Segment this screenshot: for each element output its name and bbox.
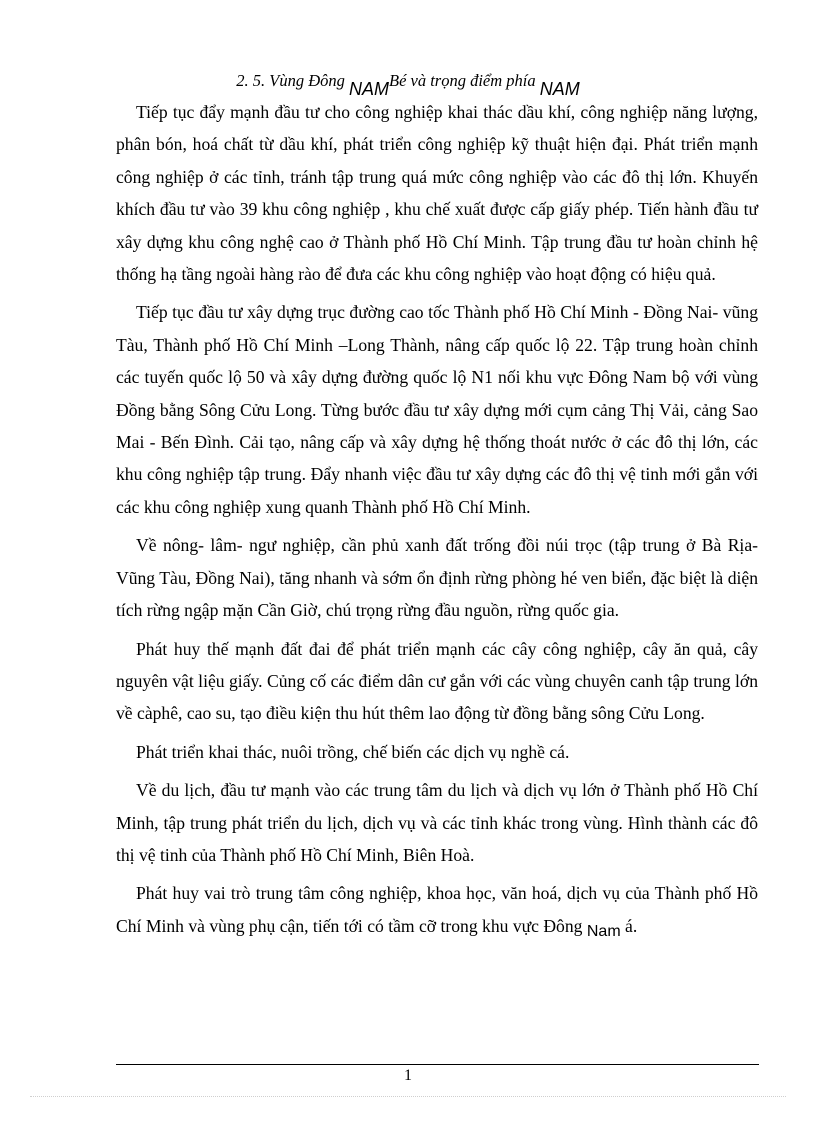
heading-part-1: 2. 5. Vùng Đông (236, 71, 349, 90)
heading-nam-1: NAM (348, 79, 389, 99)
page-bottom-rule (30, 1096, 786, 1097)
central-role-text: Phát huy vai trò trung tâm công nghiệp, khoa học, văn hoá, dịch vụ của Thành phố Hồ Chí Minh và vùng phụ cận, tiến tới có tầm cỡ trong khu vực Đông (116, 883, 758, 936)
section-heading (0, 68, 816, 99)
heading-part-2: Bé và trọng điểm phía (388, 71, 540, 90)
paragraph-infrastructure: Tiếp tục đầu tư xây dựng trục đường cao tốc Thành phố Hồ Chí Minh - Đồng Nai- vũng Tàu, Thành phố Hồ Chí Minh –Long Thành, nâng cấp quốc lộ 22. Tập trung hoàn chỉnh các tuyến quốc lộ 50 và xây dựng đường quốc lộ N1 nối khu vực Đông Nam bộ với vùng Đồng bằng Sông Cửu Long. Từng bước đầu tư xây dựng mới cụm cảng Thị Vải, cảng Sao Mai - Bến Đình. Cải tạo, nâng cấp và xây dựng hệ thống thoát nước ở các đô thị lớn, các khu công nghiệp tập trung. Đẩy nhanh việc đầu tư xây dựng các đô thị vệ tinh mới gắn với các khu công nghiệp xung quanh Thành phố Hồ Chí Minh. (116, 302, 758, 517)
central-role-tail: á. (620, 915, 638, 936)
paragraph-fishery: Phát triển khai thác, nuôi trồng, chế biến các dịch vụ nghề cá. (136, 741, 570, 762)
footer-divider (116, 1064, 759, 1065)
central-role-nam: Nam (586, 922, 621, 940)
paragraph-agriculture: Về nông- lâm- ngư nghiệp, cần phủ xanh đất trống đồi núi trọc (tập trung ở Bà Rịa- Vũng Tàu, Đồng Nai), tăng nhanh và sớm ổn định rừng phòng hé ven biển, đặc biệt là diện tích rừng ngập mặn Cần Giờ, chú trọng rừng đầu nguồn, rừng quốc gia. (116, 535, 758, 621)
document-body (116, 96, 758, 950)
heading-nam-2: NAM (539, 79, 580, 99)
paragraph-crops: Phát huy thế mạnh đất đai để phát triển mạnh các cây công nghiệp, cây ăn quả, cây nguyên vật liệu giấy. Củng cố các điểm dân cư gắn với các vùng chuyên canh tập trung lớn về càphê, cao su, tạo điều kiện thu hút thêm lao động từ đồng bằng sông Cửu Long. (116, 638, 758, 724)
paragraph-industry: Tiếp tục đẩy mạnh đầu tư cho công nghiệp khai thác dầu khí, công nghiệp năng lượng, phân bón, hoá chất từ dầu khí, phát triển công nghiệp kỹ thuật hiện đại. Phát triển mạnh công nghiệp ở các tỉnh, tránh tập trung quá mức công nghiệp vào các đô thị lớn. Khuyến khích đầu tư vào 39 khu công nghiệp , khu chế xuất được cấp giấy phép. Tiến hành đầu tư xây dựng khu công nghệ cao ở Thành phố Hồ Chí Minh. Tập trung đầu tư hoàn chỉnh hệ thống hạ tầng ngoài hàng rào để đưa các khu công nghiệp vào hoạt động có hiệu quả. (116, 102, 758, 285)
page-number: 1 (404, 1067, 412, 1084)
paragraph-tourism: Về du lịch, đầu tư mạnh vào các trung tâm du lịch và dịch vụ lớn ở Thành phố Hồ Chí Minh, tập trung phát triển du lịch, dịch vụ và các tỉnh khác trong vùng. Hình thành các đô thị vệ tinh của Thành phố Hồ Chí Minh, Biên Hoà. (116, 780, 758, 865)
paragraph-central-role (116, 877, 758, 944)
